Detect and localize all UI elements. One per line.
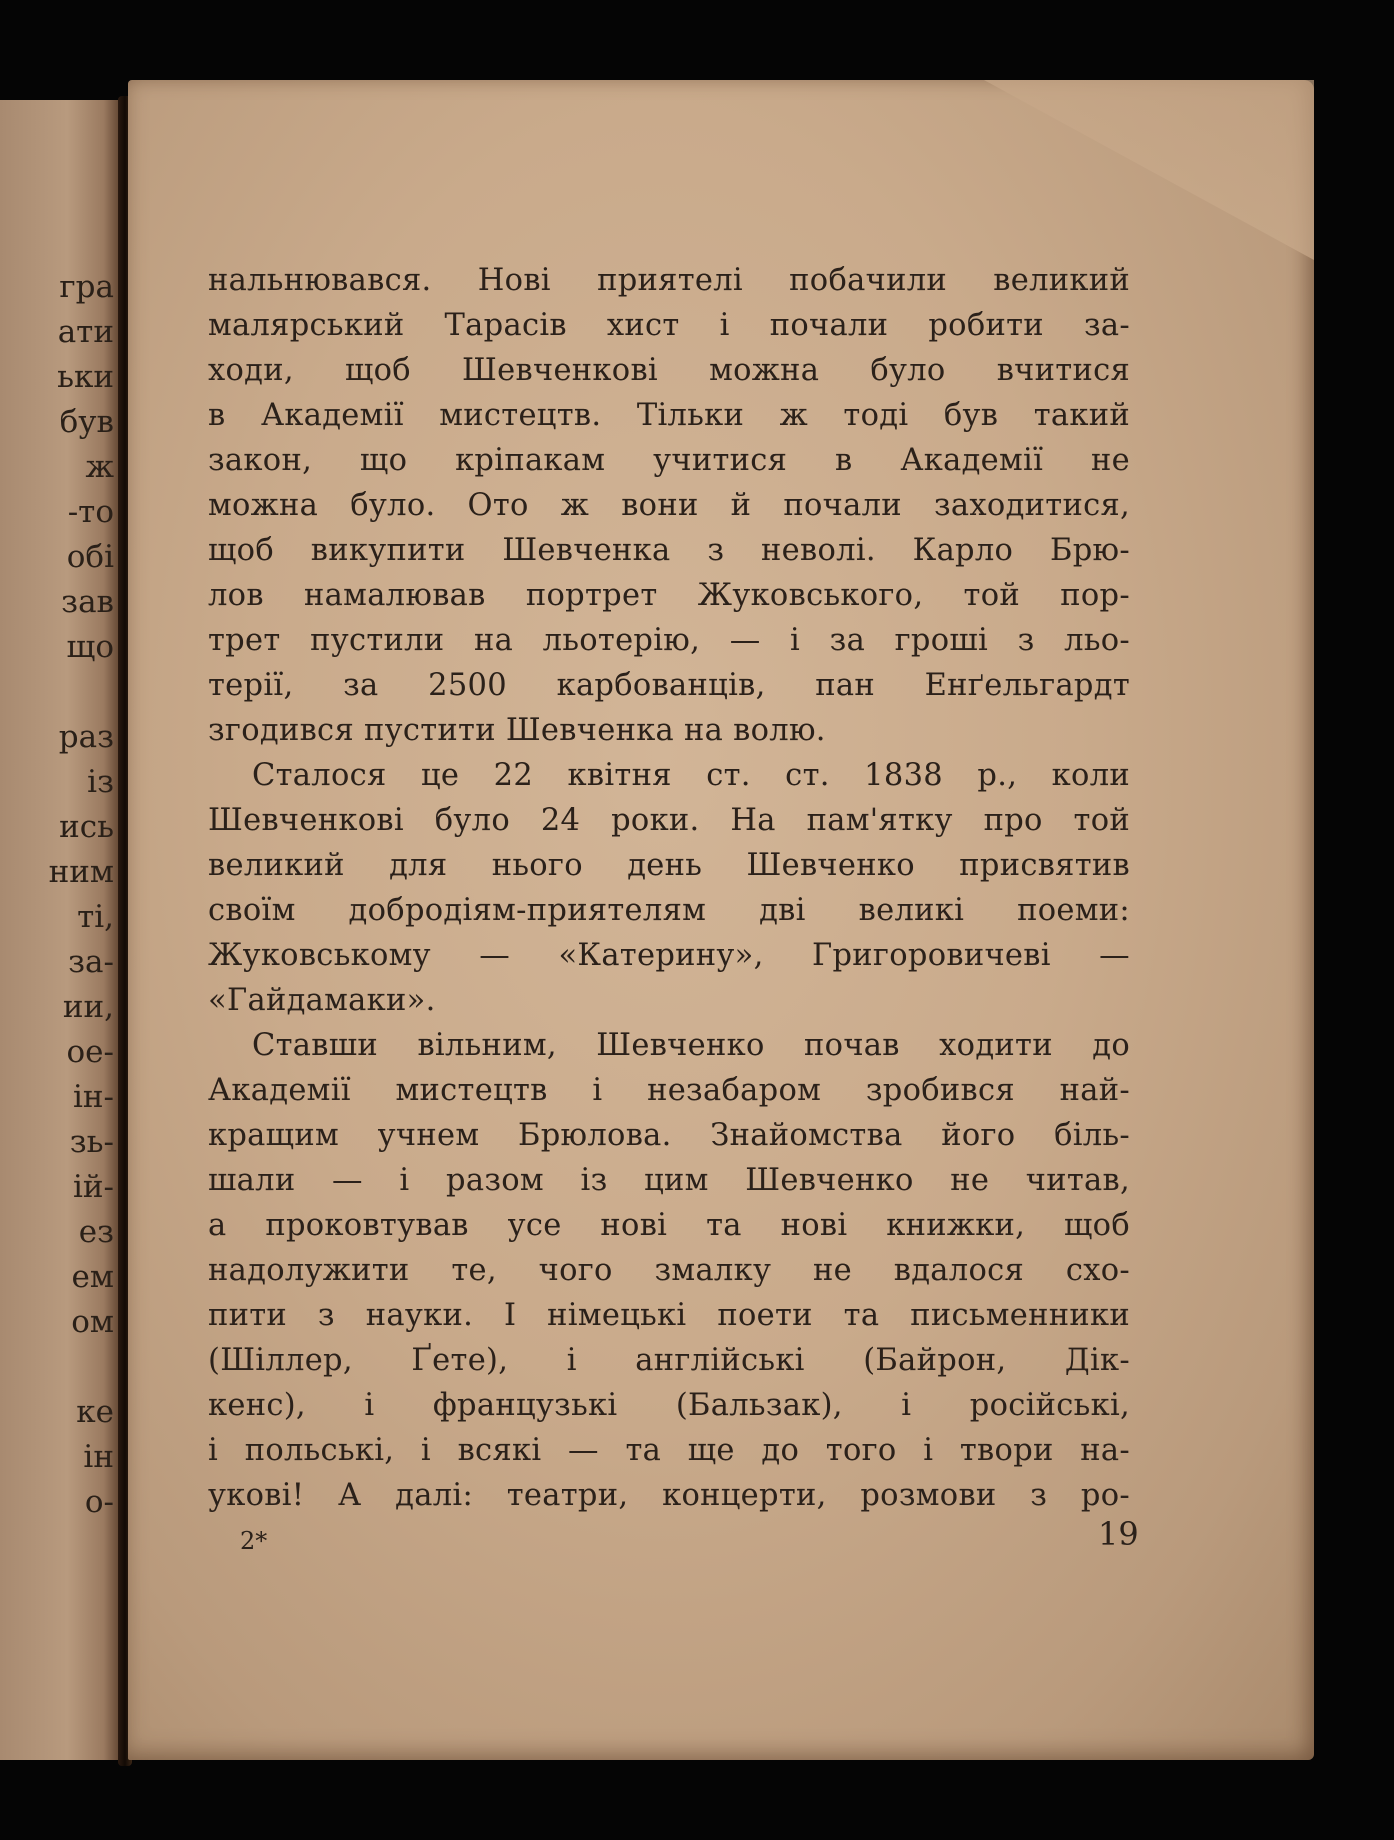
fragment: ін [83, 1439, 114, 1475]
fragment [4, 1345, 114, 1390]
text-line: трет пустили на льотерію, — і за гроші з льо- [208, 623, 1130, 658]
page-number: 19 [1098, 1515, 1139, 1553]
text-line: закон, що кріпакам учитися в Академії не [208, 443, 1130, 478]
fragment: обі [66, 539, 114, 575]
fragment: ій- [72, 1169, 114, 1205]
text-line: малярський Тарасів хист і почали робити за- [208, 308, 1130, 343]
text-line: терії, за 2500 карбованців, пан Енґельгардт [208, 668, 1130, 703]
previous-page-text [4, 265, 114, 1525]
page-corner-crease [984, 80, 1314, 260]
text-line: можна було. Ото ж вони й почали заходитися, [208, 488, 1130, 523]
fragment: ж [85, 449, 114, 485]
fragment [4, 670, 114, 715]
fragment: о- [84, 1484, 114, 1520]
fragment: був [59, 404, 114, 440]
text-line: і польські, і всякі — та ще до того і твори на- [208, 1433, 1130, 1468]
previous-page [0, 100, 122, 1760]
text-line: Шевченкові було 24 роки. На пам'ятку про той [208, 803, 1130, 838]
fragment: ати [57, 314, 114, 350]
text-line: своїм добродіям-приятелям дві великі поеми: [208, 893, 1130, 928]
text-line: а проковтував усе нові та нові книжки, щоб [208, 1208, 1130, 1243]
text-line: шали — і разом із цим Шевченко не читав, [208, 1163, 1130, 1198]
fragment: ое- [66, 1034, 114, 1070]
text-line: великий для нього день Шевченко присвятив [208, 848, 1130, 883]
text-line: «Гайдамаки». [208, 983, 436, 1018]
text-line: Академії мистецтв і незабаром зробився най- [208, 1073, 1130, 1108]
fragment: ись [59, 809, 114, 845]
current-page [128, 80, 1314, 1760]
fragment: ін- [72, 1079, 114, 1115]
fragment: за- [68, 944, 114, 980]
body-text [208, 258, 1130, 1518]
fragment: ним [48, 854, 114, 890]
fragment: ке [76, 1394, 114, 1430]
fragment: ез [78, 1214, 114, 1250]
text-line: Ставши вільним, Шевченко почав ходити до [252, 1028, 1130, 1063]
text-line: надолужити те, чого змалку не вдалося схо- [208, 1253, 1130, 1288]
fragment: що [66, 629, 114, 665]
text-line: пити з науки. І німецькі поети та письменники [208, 1298, 1130, 1333]
text-line: Сталося це 22 квітня ст. ст. 1838 р., коли [252, 758, 1130, 793]
fragment: ьки [57, 359, 114, 395]
fragment: зав [61, 584, 114, 620]
fragment: ии, [62, 989, 114, 1025]
text-line: згодився пустити Шевченка на волю. [208, 713, 826, 748]
fragment: -то [67, 494, 114, 530]
text-line: ходи, щоб Шевченкові можна було вчитися [208, 353, 1130, 388]
text-line: укові! А далі: театри, концерти, розмови з ро- [208, 1478, 1130, 1513]
text-line: Жуковському — «Катерину», Григоровичеві — [208, 938, 1130, 973]
text-line: кращим учнем Брюлова. Знайомства його біль- [208, 1118, 1130, 1153]
fragment: раз [58, 719, 114, 755]
text-line: кенс), і французькі (Бальзак), і російські, [208, 1388, 1130, 1423]
text-line: (Шіллер, Ґете), і англійські (Байрон, Дік- [208, 1343, 1130, 1378]
fragment: ем [71, 1259, 114, 1295]
text-line: лов намалював портрет Жуковського, той пор- [208, 578, 1130, 613]
text-line: щоб викупити Шевченка з неволі. Карло Брю- [208, 533, 1130, 568]
fragment: зь- [69, 1124, 114, 1160]
fragment: ті, [77, 899, 114, 935]
text-line: нальнювався. Нові приятелі побачили великий [208, 263, 1130, 298]
fragment: із [87, 764, 114, 800]
text-line: в Академії мистецтв. Тільки ж тоді був такий [208, 398, 1130, 433]
fragment: гра [59, 269, 114, 305]
printer-signature: 2* [240, 1527, 268, 1555]
fragment: ом [71, 1304, 114, 1340]
